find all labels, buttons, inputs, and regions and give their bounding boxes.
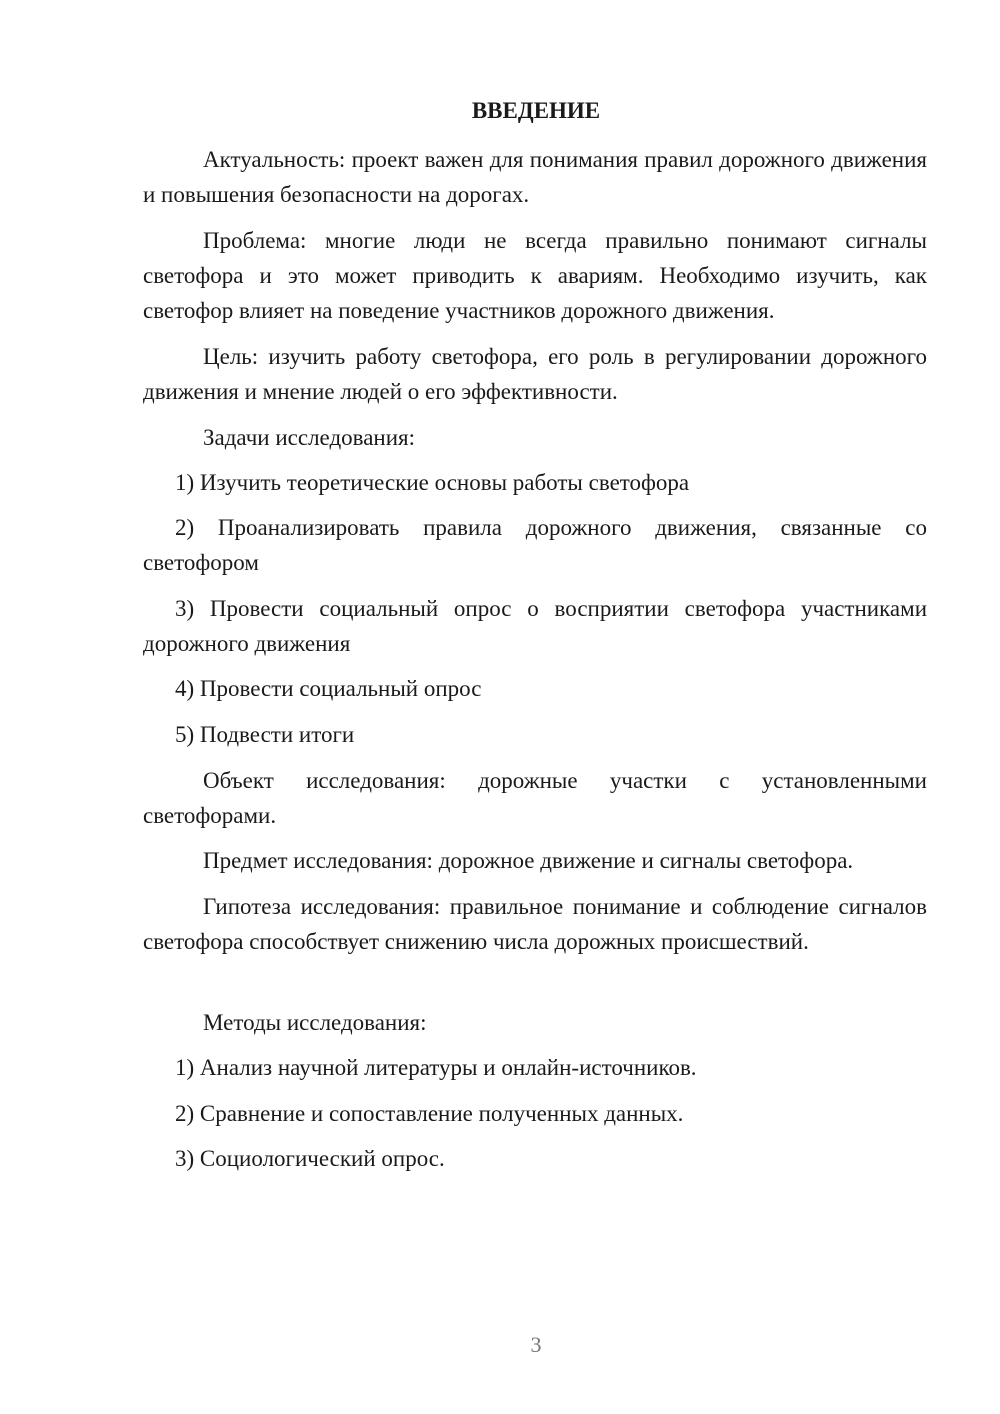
task-item: 3) Провести социальный опрос о восприятии светофора участниками дорожного движения: [143, 596, 927, 656]
method-item: 2) Сравнение и сопоставление полученных данных.: [175, 1101, 684, 1126]
section-title: ВВЕДЕНИЕ: [471, 98, 601, 123]
method-item: 1) Анализ научной литературы и онлайн-источников.: [175, 1055, 697, 1080]
paragraph-relevance: Актуальность: проект важен для понимания правил дорожного движения и повышения безопасности на дорогах.: [143, 147, 927, 207]
method-item: 3) Социологический опрос.: [175, 1146, 445, 1171]
paragraph-hypothesis: Гипотеза исследования: правильное понимание и соблюдение сигналов светофора способствует снижению числа дорожных происшествий.: [143, 894, 927, 954]
task-item: 2) Проанализировать правила дорожного движения, связанные со светофором: [143, 515, 927, 575]
paragraph-object: Объект исследования: дорожные участки с установленными светофорами.: [143, 768, 927, 828]
paragraph-goal: Цель: изучить работу светофора, его роль в регулировании дорожного движения и мнение людей о его эффективности.: [143, 344, 927, 404]
page-number: 3: [530, 1332, 542, 1357]
task-item: 5) Подвести итоги: [175, 722, 355, 747]
task-item: 4) Провести социальный опрос: [175, 676, 482, 701]
paragraph-subject: Предмет исследования: дорожное движение и сигналы светофора.: [203, 848, 854, 873]
tasks-heading: Задачи исследования:: [203, 425, 416, 450]
task-item: 1) Изучить теоретические основы работы светофора: [175, 470, 690, 495]
paragraph-problem: Проблема: многие люди не всегда правильно понимают сигналы светофора и это может приводить к авариям. Необходимо изучить, как светофор влияет на поведение участников дорожного движения.: [143, 228, 927, 323]
methods-heading: Методы исследования:: [203, 1010, 427, 1035]
